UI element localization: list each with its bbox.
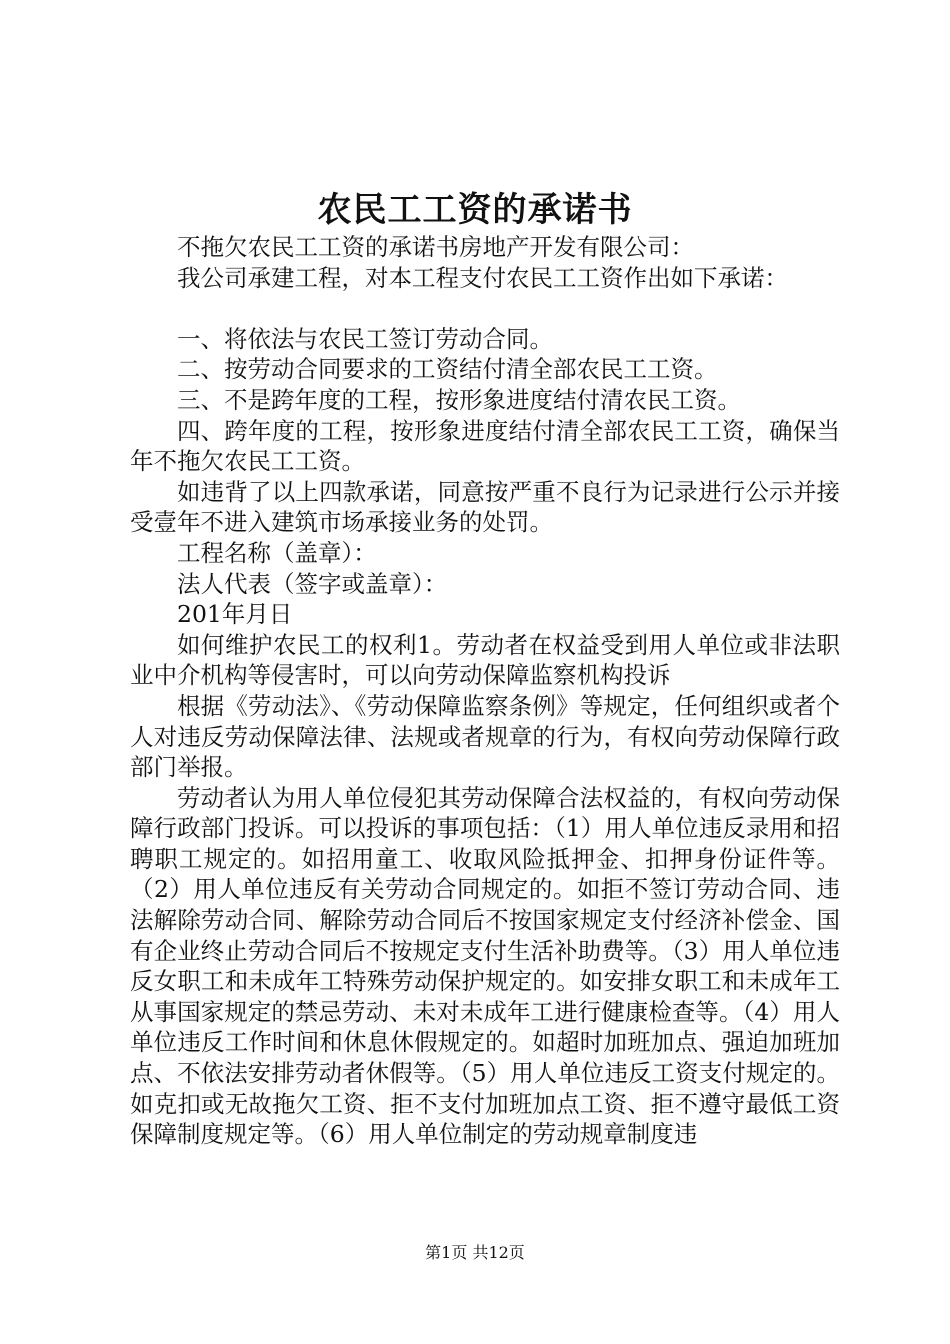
paragraph-item-3: 三、不是跨年度的工程，按形象进度结付清农民工资。: [177, 385, 741, 414]
page-footer: 第1页 共12页: [425, 1243, 525, 1262]
paragraph-project-name: 工程名称（盖章）：: [177, 538, 377, 567]
paragraph-item-2: 二、按劳动合同要求的工资结付清全部农民工工资。: [177, 355, 718, 384]
paragraph-legal-rep: 法人代表（签字或盖章）：: [177, 569, 448, 598]
paragraph-penalty: 如违背了以上四款承诺，同意按严重不良行为记录进行公示并接受壹年不进入建筑市场承接业务的处罚。: [130, 477, 840, 537]
blank-line: [130, 293, 840, 324]
document-title: 农民工工资的承诺书: [317, 190, 633, 230]
paragraph-complaint-items: 劳动者认为用人单位侵犯其劳动保障合法权益的，有权向劳动保障行政部门投诉。可以投诉的事项包括：（1）用人单位违反录用和招聘职工规定的。如招用童工、收取风险抵押金、扣押身份证件等。（2）用人单位违反有关劳动合同规定的。如拒不签订劳动合同、违法解除劳动合同、解除劳动合同后不按国家规定支付经济补偿金、国有企业终止劳动合同后不按规定支付生活补助费等。（3）用人单位违反女职工和未成年工特殊劳动保护规定的。如安排女职工和未成年工从事国家规定的禁忌劳动、未对未成年工进行健康检查等。（4）用人单位违反工作时间和休息休假规定的。如超时加班加点、强迫加班加点、不依法安排劳动者休假等。（5）用人单位违反工资支付规定的。如克扣或无故拖欠工资、拒不支付加班加点工资、拒不遵守最低工资保障制度规定等。（6）用人单位制定的劳动规章制度违: [130, 783, 840, 1149]
paragraph-legal-basis: 根据《劳动法》、《劳动保障监察条例》等规定，任何组织或者个人对违反劳动保障法律、法规或者规章的行为，有权向劳动保障行政部门举报。: [130, 691, 840, 782]
paragraph-addressee: 不拖欠农民工工资的承诺书房地产开发有限公司：: [177, 233, 694, 261]
paragraph-item-4: 四、跨年度的工程，按形象进度结付清全部农民工工资，确保当年不拖欠农民工工资。: [130, 416, 840, 476]
paragraph-commitment-intro: 我公司承建工程，对本工程支付农民工工资作出如下承诺：: [177, 263, 788, 292]
document-body: [130, 232, 840, 1150]
paragraph-item-1: 一、将依法与农民工签订劳动合同。: [177, 324, 553, 353]
paragraph-date: 201年月日: [177, 600, 293, 629]
paragraph-rights-intro: 如何维护农民工的权利1。劳动者在权益受到用人单位或非法职业中介机构等侵害时，可以向劳动保障监察机构投诉: [130, 630, 840, 690]
